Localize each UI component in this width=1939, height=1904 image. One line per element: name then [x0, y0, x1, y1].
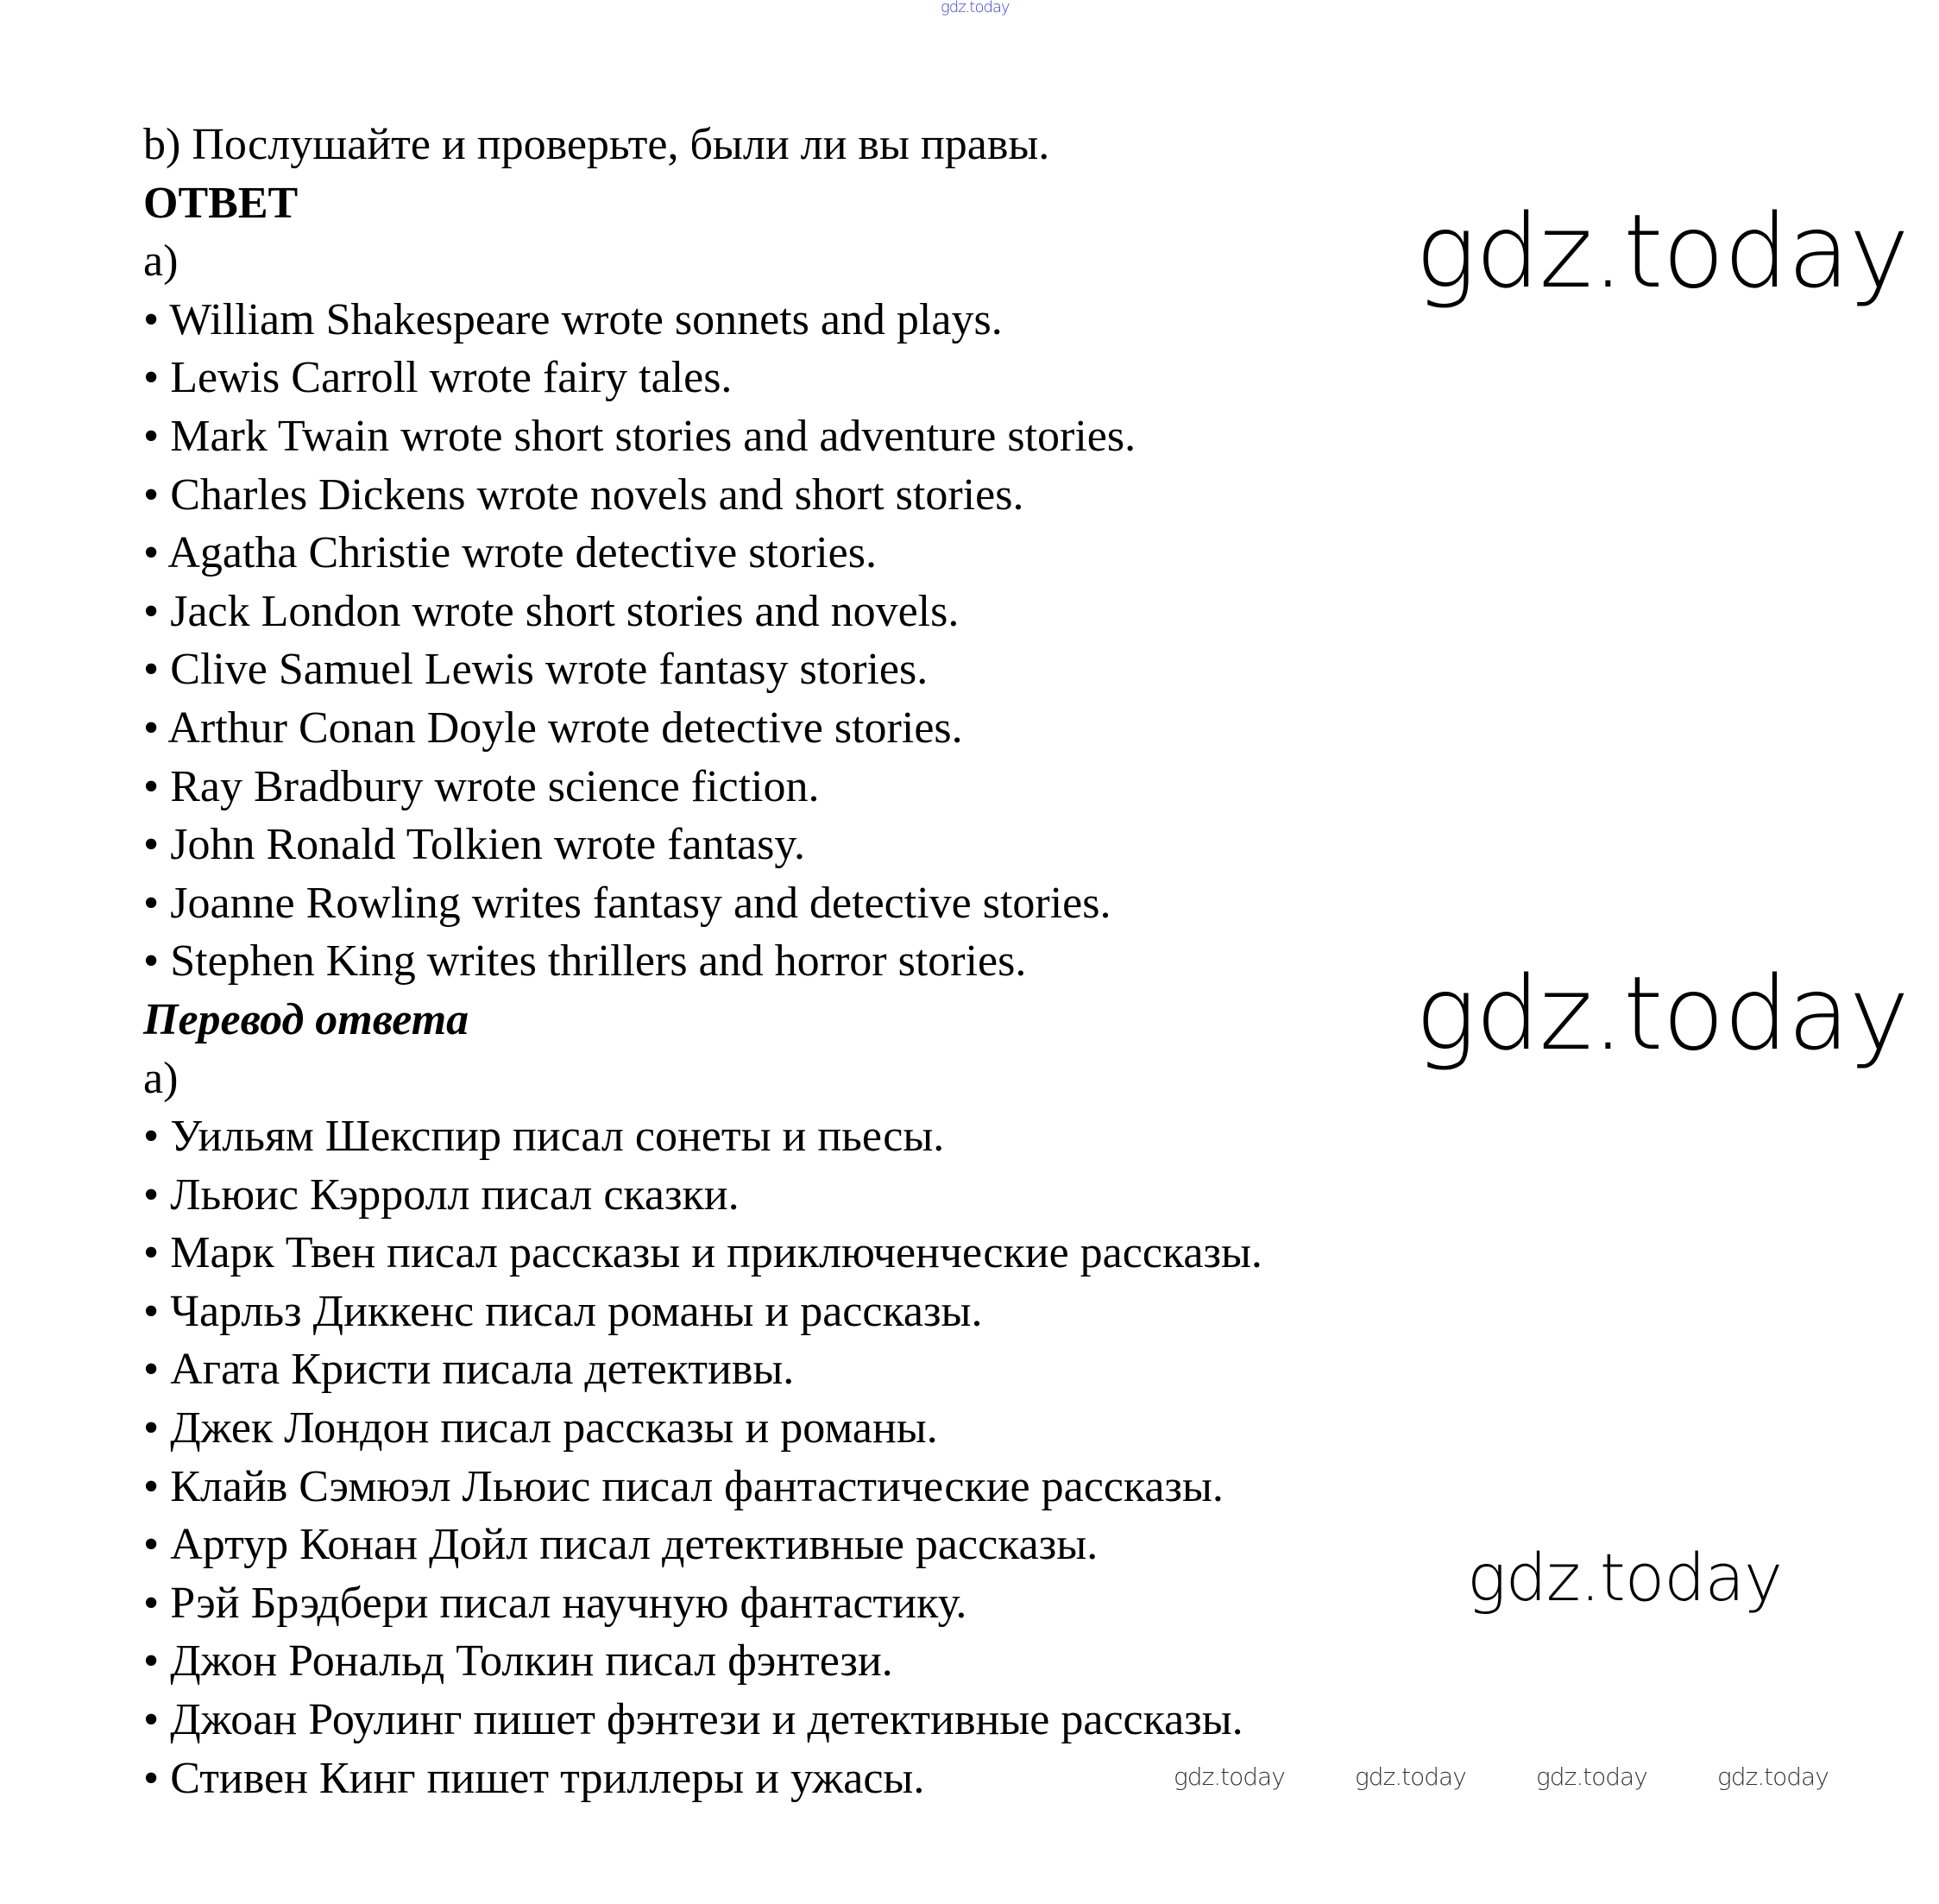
answer-item: • Clive Samuel Lewis wrote fantasy stories.: [143, 645, 929, 695]
answer-item: • William Shakespeare wrote sonnets and plays.: [143, 294, 1003, 344]
answer-item: • Arthur Conan Doyle wrote detective stories.: [143, 703, 963, 753]
answer-label: a): [143, 236, 179, 287]
translation-item: • Джон Рональд Толкин писал фэнтези.: [143, 1636, 893, 1686]
answer-item: • Ray Bradbury wrote science fiction.: [143, 761, 820, 811]
translation-heading: Перевод ответа: [143, 994, 469, 1044]
watermark-medium: gdz.today: [1467, 1539, 1782, 1616]
watermark-small: gdz.today: [1174, 1762, 1285, 1791]
translation-item: • Джоан Роулинг пишет фэнтези и детективные рассказы.: [143, 1695, 1243, 1745]
translation-item: • Стивен Кинг пишет триллеры и ужасы.: [143, 1753, 925, 1803]
answer-item: • Stephen King writes thrillers and horror stories.: [143, 936, 1027, 987]
translation-item: • Артур Конан Дойл писал детективные рассказы.: [143, 1520, 1099, 1570]
watermark-small: gdz.today: [1355, 1762, 1466, 1791]
answer-item: • Agatha Christie wrote detective stories.: [143, 528, 877, 578]
watermark-top: gdz.today: [941, 0, 1010, 16]
translation-item: • Рэй Брэдбери писал научную фантастику.: [143, 1578, 967, 1628]
task-b-instruction: b) Послушайте и проверьте, были ли вы правы.: [143, 120, 1050, 169]
translation-item: • Клайв Сэмюэл Льюис писал фантастические рассказы.: [143, 1461, 1224, 1511]
answer-item: • Jack London wrote short stories and novels.: [143, 586, 960, 636]
watermark-small: gdz.today: [1536, 1762, 1647, 1791]
answer-heading: ОТВЕТ: [143, 178, 299, 228]
answer-item: • Charles Dickens wrote novels and short stories.: [143, 470, 1024, 520]
translation-item: • Джек Лондон писал рассказы и романы.: [143, 1403, 938, 1453]
answer-item: • John Ronald Tolkien wrote fantasy.: [143, 820, 805, 870]
translation-label: a): [143, 1053, 179, 1103]
watermark-small: gdz.today: [1717, 1762, 1829, 1791]
translation-item: • Чарльз Диккенс писал романы и рассказы.: [143, 1286, 983, 1336]
translation-item: • Уильям Шекспир писал сонеты и пьесы.: [143, 1112, 945, 1162]
watermark-large: gdz.today: [1415, 192, 1909, 311]
watermark-large: gdz.today: [1415, 954, 1909, 1073]
translation-item: • Марк Твен писал рассказы и приключенческие рассказы.: [143, 1228, 1262, 1278]
answer-item: • Lewis Carroll wrote fairy tales.: [143, 353, 733, 403]
answer-item: • Mark Twain wrote short stories and adventure stories.: [143, 411, 1136, 461]
answer-item: • Joanne Rowling writes fantasy and detective stories.: [143, 878, 1111, 928]
translation-item: • Льюис Кэрролл писал сказки.: [143, 1170, 740, 1220]
translation-item: • Агата Кристи писала детективы.: [143, 1345, 795, 1395]
